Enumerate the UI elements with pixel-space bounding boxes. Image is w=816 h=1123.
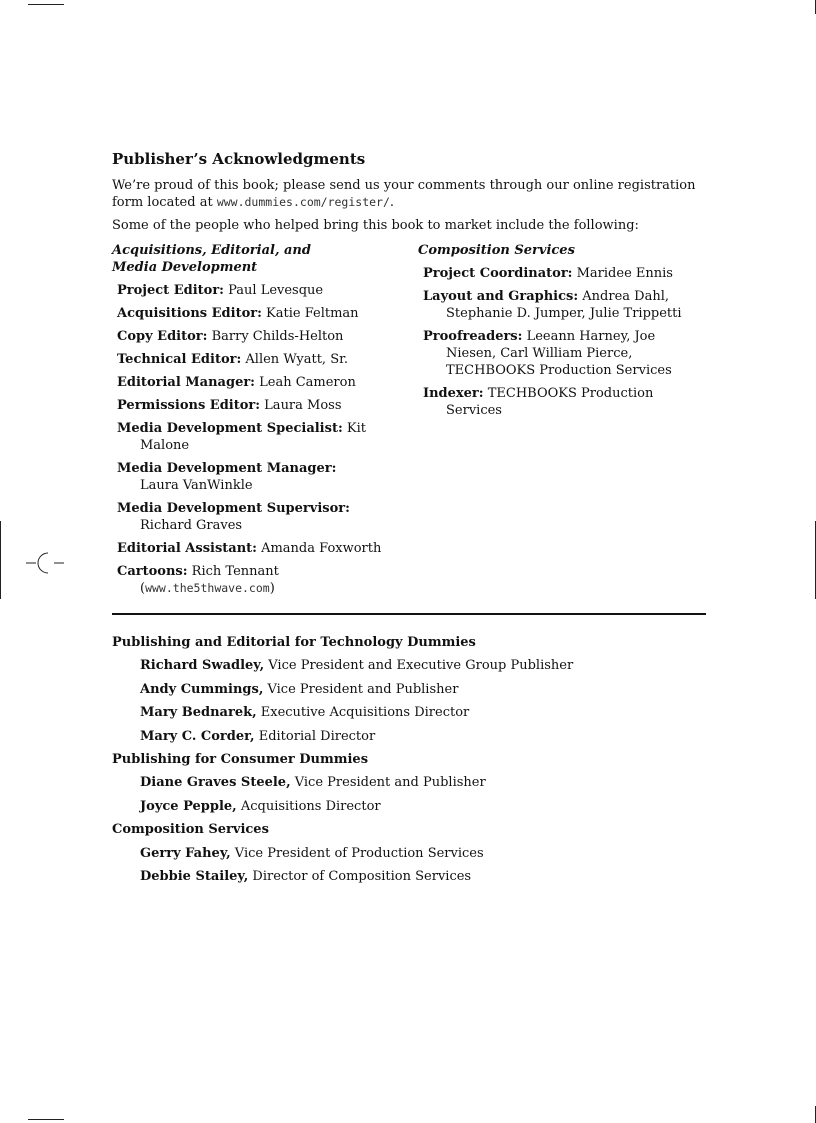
credit-entry xyxy=(117,282,418,299)
staff-title: Vice President and Executive Group Publisher xyxy=(264,658,574,674)
credit-entry xyxy=(117,305,418,322)
credit-role: Cartoons: xyxy=(117,564,188,579)
credit-entry xyxy=(117,397,418,414)
credit-entry xyxy=(117,460,418,494)
credit-name: Leeann Harney, Joe Niesen, Carl William Pierce, TECHBOOKS Production Services xyxy=(446,329,672,378)
credit-name: Amanda Foxworth xyxy=(256,541,382,556)
publishing-staff-section xyxy=(112,634,706,891)
credit-role: Technical Editor: xyxy=(117,352,242,367)
staff-section-heading: Composition Services xyxy=(112,822,269,838)
credit-role: Editorial Assistant: xyxy=(117,541,257,556)
credit-role: Proofreaders: xyxy=(423,329,523,344)
paren-open: ( xyxy=(140,581,146,596)
cartoons-url: www.the5thwave.com xyxy=(145,581,270,595)
section-divider xyxy=(112,613,706,615)
registration-mark-icon xyxy=(24,548,68,576)
page-title: Publisher’s Acknowledgments xyxy=(112,150,366,168)
staff-title: Vice President of Production Services xyxy=(230,845,484,861)
credit-role: Media Development Supervisor: xyxy=(117,501,350,516)
credit-name: TECHBOOKS Production Services xyxy=(446,386,654,418)
staff-name: Joyce Pepple, xyxy=(140,798,237,814)
credit-entry xyxy=(423,265,706,282)
staff-title: Executive Acquisitions Director xyxy=(256,705,470,721)
staff-title: Editorial Director xyxy=(254,728,376,744)
registration-url: www.dummies.com/register/ xyxy=(216,195,390,209)
column-heading-composition: Composition Services xyxy=(418,243,575,258)
intro-period: . xyxy=(389,195,395,210)
staff-title: Vice President and Publisher xyxy=(263,681,459,697)
credit-name: Kit Malone xyxy=(140,421,366,453)
column-heading-line: Acquisitions, Editorial, and xyxy=(112,243,311,258)
credit-entry xyxy=(423,288,706,322)
credit-name: Rich Tennant xyxy=(187,564,279,579)
staff-title: Acquisitions Director xyxy=(236,798,381,814)
credit-name: Katie Feltman xyxy=(261,306,359,321)
credit-entry xyxy=(117,540,418,557)
crop-mark-top-left xyxy=(28,4,64,5)
staff-title: Director of Composition Services xyxy=(248,868,472,884)
intro-text: We’re proud of this book; please send us your comments through our online registration form located at xyxy=(112,178,696,210)
staff-title: Vice President and Publisher xyxy=(290,775,486,791)
credit-name: Paul Levesque xyxy=(223,283,324,298)
staff-name: Mary C. Corder, xyxy=(140,728,255,744)
credit-name: Leah Cameron xyxy=(255,375,356,390)
staff-member xyxy=(140,774,706,791)
credit-name: Barry Childs-Helton xyxy=(207,329,344,344)
staff-member xyxy=(140,681,706,698)
intro-paragraph-2: Some of the people who helped bring this book to market include the following: xyxy=(112,218,639,233)
credit-entry xyxy=(117,351,418,368)
crop-mark-bottom-left xyxy=(28,1119,64,1120)
credit-name: Laura Moss xyxy=(260,398,342,413)
credit-entry xyxy=(423,385,706,419)
credit-name: Allen Wyatt, Sr. xyxy=(241,352,349,367)
credit-entry xyxy=(117,420,418,454)
credit-entry xyxy=(117,563,418,597)
credit-entry xyxy=(117,328,418,345)
staff-member xyxy=(140,845,706,862)
staff-member xyxy=(140,728,706,745)
staff-name: Richard Swadley, xyxy=(140,658,265,674)
credit-role: Project Editor: xyxy=(117,283,224,298)
staff-name: Debbie Stailey, xyxy=(140,868,249,884)
staff-member xyxy=(140,868,706,885)
staff-name: Mary Bednarek, xyxy=(140,705,257,721)
left-credits-column xyxy=(112,242,418,603)
credit-role: Media Development Manager: xyxy=(117,461,337,476)
crop-mark-left-center xyxy=(0,521,1,599)
credit-entry xyxy=(117,500,418,534)
paren-close: ) xyxy=(269,581,275,596)
credit-role: Media Development Specialist: xyxy=(117,421,343,436)
staff-name: Andy Cummings, xyxy=(140,681,264,697)
staff-name: Gerry Fahey, xyxy=(140,845,231,861)
credit-role: Indexer: xyxy=(423,386,484,401)
credit-role: Copy Editor: xyxy=(117,329,208,344)
staff-name: Diane Graves Steele, xyxy=(140,775,291,791)
credit-entry xyxy=(423,328,706,379)
credit-name: Richard Graves xyxy=(140,518,243,533)
staff-member xyxy=(140,657,706,674)
credit-role: Permissions Editor: xyxy=(117,398,261,413)
column-heading-acquisitions xyxy=(112,242,418,276)
credit-role: Editorial Manager: xyxy=(117,375,255,390)
credit-role: Project Coordinator: xyxy=(423,266,573,281)
credit-role: Acquisitions Editor: xyxy=(117,306,262,321)
credit-role: Layout and Graphics: xyxy=(423,289,579,304)
staff-member xyxy=(140,704,706,721)
credit-name: Laura VanWinkle xyxy=(140,478,253,493)
credit-name: Maridee Ennis xyxy=(572,266,673,281)
credit-entry xyxy=(117,374,418,391)
credits-columns xyxy=(112,242,706,603)
staff-member xyxy=(140,798,706,815)
acknowledgments-section xyxy=(112,150,706,603)
staff-section-heading: Publishing and Editorial for Technology Dummies xyxy=(112,635,476,650)
column-heading-line: Media Development xyxy=(112,260,258,275)
intro-paragraph xyxy=(112,177,706,211)
staff-section-heading: Publishing for Consumer Dummies xyxy=(112,751,369,767)
credit-name: Andrea Dahl, Stephanie D. Jumper, Julie Trippetti xyxy=(446,289,682,321)
right-credits-column xyxy=(418,242,706,603)
